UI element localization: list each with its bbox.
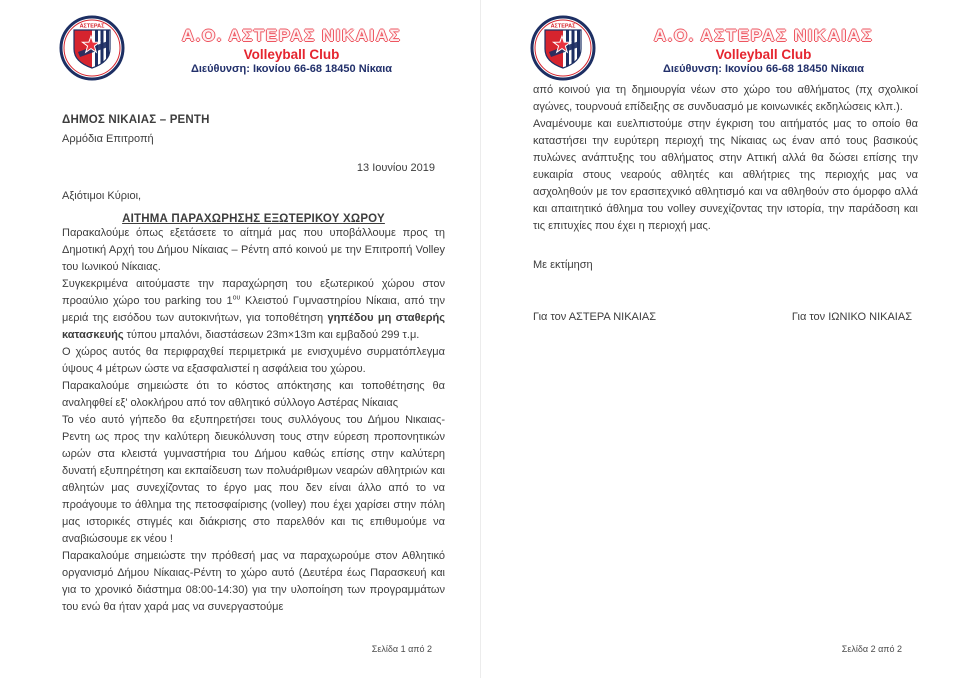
- club-logo: [529, 14, 597, 82]
- salutation: Αξιότιμοι Κύριοι,: [62, 190, 142, 202]
- page-number-footer: Σελίδα 2 από 2: [841, 644, 902, 654]
- paragraph: Αναμένουμε και ευελπιστούμε στην έγκριση του αιτήματός μας το οποίο θα καταστήσει την ευρύτερη περιοχή της Νίκαιας ως έναν από τους βασικούς πυλώνες ανάπτυξης του αθλήματος στην Αττική αλλά θα δώσει επίσης την ευκαιρία στους νεαρούς αθλητές και αθλήτριες της περιοχής μας να ασχοληθούν με τον ερασιτεχνικό αθλητισμό και να αθληθούν στο όμορφο αλλά και απαιτητικό άθλημα του volley συνεχίζοντας την ιστορία, την παράδοση και τις επιτυχίες που έχει η περιοχή μας.: [533, 118, 918, 232]
- letter-page-2: [480, 0, 960, 678]
- club-crest-icon: [58, 14, 126, 82]
- club-name: Α.Ο. ΑΣΤΕΡΑΣ ΝΙΚΑΙΑΣ: [653, 26, 874, 45]
- signature-right: Για τον ΙΩΝΙΚΟ ΝΙΚΑΙΑΣ: [791, 311, 912, 323]
- signature-block: [533, 311, 918, 323]
- club-header-text: [138, 14, 445, 75]
- letter-header: [533, 14, 918, 82]
- signature-left: Για τον ΑΣΤΕΡΑ ΝΙΚΑΙΑΣ: [533, 311, 657, 323]
- ordinal-superscript: ου: [232, 294, 241, 302]
- recipient-committee: Αρμόδια Επιτροπή: [62, 133, 154, 145]
- club-address: Διεύθυνση: Ικονίου 66-68 18450 Νίκαια: [190, 63, 393, 75]
- club-address: Διεύθυνση: Ικονίου 66-68 18450 Νίκαια: [662, 63, 865, 75]
- letter-header: [62, 14, 445, 82]
- letter-body-page-2: [533, 82, 918, 235]
- paragraph: [62, 276, 445, 344]
- club-subtitle: Volleyball Club: [243, 47, 340, 62]
- svg-text:ΑΣΤΕΡΑΣ: ΑΣΤΕΡΑΣ: [79, 23, 105, 30]
- paragraph: Παρακαλούμε σημειώστε ότι το κόστος απόκτησης και τοποθέτησης θα αναληφθεί εξ' ολοκλήρου από τον αθλητικό σύλλογο Αστέρας Νίκαιας: [62, 380, 445, 409]
- letter-date: 13 Ιουνίου 2019: [356, 162, 435, 174]
- paragraph: Ο χώρος αυτός θα περιφραχθεί περιμετρικά με ενισχυμένο συρματόπλεγμα ύψους 4 μέτρων ώστε να εξασφαλιστεί η ασφάλεια του χώρου.: [62, 346, 445, 375]
- club-subtitle: Volleyball Club: [715, 47, 812, 62]
- bold-phrase: γηπέδου μη σταθερής κατασκευής: [62, 312, 445, 341]
- letter-body-page-1: [62, 225, 445, 616]
- club-logo: [58, 14, 126, 82]
- page-number-footer: Σελίδα 1 από 2: [371, 644, 432, 654]
- club-crest-icon: [529, 14, 597, 82]
- paragraph-segment: τύπου μπαλόνι, διαστάσεων 23m×13m και εμβαδού 299 τ.μ.: [123, 329, 420, 341]
- letter-subject: ΑΙΤΗΜΑ ΠΑΡΑΧΩΡΗΣΗΣ ΕΞΩΤΕΡΙΚΟΥ ΧΩΡΟΥ: [122, 213, 385, 225]
- club-header-text: [609, 14, 918, 75]
- svg-text:ΑΣΤΕΡΑΣ: ΑΣΤΕΡΑΣ: [550, 23, 576, 30]
- recipient-name: ΔΗΜΟΣ ΝΙΚΑΙΑΣ – ΡΕΝΤΗ: [62, 114, 210, 126]
- paragraph-segment: Κλειστού Γυμναστηρίου Νίκαια, από την μεριά της εισόδου των αυτοκινήτων, για τοποθέτηση: [62, 295, 446, 324]
- paragraph: Παρακαλούμε σημειώστε την πρόθεσή μας να παραχωρούμε στον Αθλητικό οργανισμό Δήμου Νίκαιας-Ρέντη το χώρο αυτό (Δευτέρα έως Παρασκευή και για το χρονικό διάστημα 08:00-14:30) για την υλοποίηση των προγραμμάτων του ενώ θα ήταν χαρά μας να συνεργαστούμε: [62, 550, 445, 613]
- paragraph: Το νέο αυτό γήπεδο θα εξυπηρετήσει τους συλλόγους του Δήμου Νικαιας-Ρεντη ως προς την καλύτερη διευκόλυνση τους στην εύρεση προπονητικών ωρών στα κλειστά γυμναστήρια του Δήμου καθώς επίσης στην καλύτερη δυνατή εξυπηρέτηση και εκπαίδευση των πολυάριθμων νεαρών αθλητριών και αθλητών μας συνεχίζοντας το έργο μας που δεν είναι άλλο από το να προάγουμε το άθλημα της πετοσφαίρισης (volley) που έχει χαρίσει στην πόλη μας ιστορικές στιγμές και διάκρισης στο παρελθόν και τις επιθυμούμε να αναβιώσουμε εκ νέου !: [62, 414, 445, 545]
- closing-phrase: Με εκτίμηση: [533, 259, 593, 271]
- club-name: Α.Ο. ΑΣΤΕΡΑΣ ΝΙΚΑΙΑΣ: [181, 26, 402, 45]
- paragraph: Παρακαλούμε όπως εξετάσετε το αίτημά μας που υποβάλλουμε προς τη Δημοτική Αρχή του Δήμου Νίκαιας – Ρέντη από κοινού με την Επιτροπή Volley του Ιωνικού Νίκαιας.: [62, 227, 445, 273]
- paragraph: από κοινού για τη δημιουργία νέων στο χώρο του αθλήματος (πχ σχολικοί αγώνες, τουρνουά επίδειξης σε συνδυασμό με κοινωνικές εκδηλώσεις κλπ.).: [533, 84, 918, 113]
- paragraph-segment: Συγκεκριμένα αιτούμαστε την παραχώρηση του εξωτερικού χώρου στον προαύλιο χώρο του parking του 1: [62, 278, 445, 307]
